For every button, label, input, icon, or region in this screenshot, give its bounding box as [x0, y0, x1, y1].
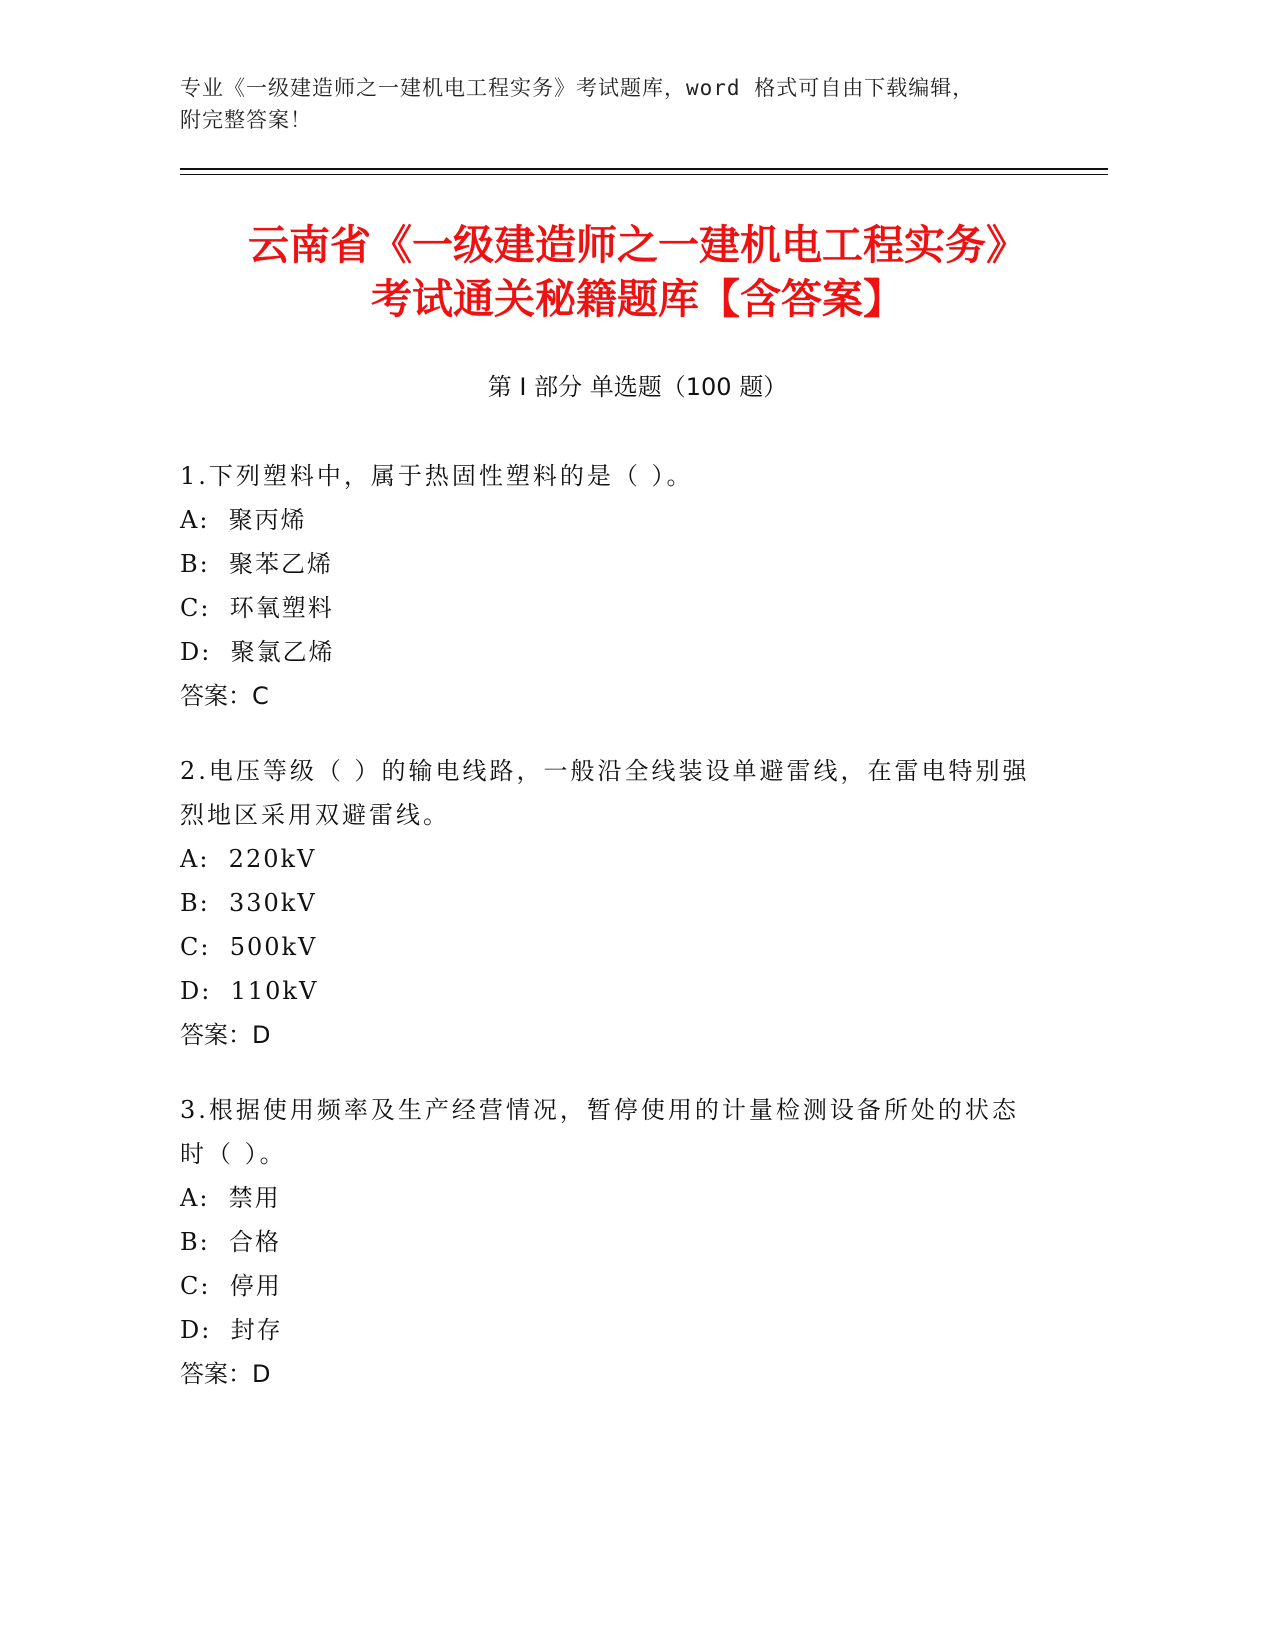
option-b: B: 330kV: [180, 889, 317, 917]
option-a: A: 聚丙烯: [180, 506, 307, 534]
answer-line: 答案：D: [180, 1021, 271, 1049]
option-b: B: 合格: [180, 1228, 281, 1256]
document-title-line-1: 云南省《一级建造师之一建机电工程实务》: [248, 221, 1027, 269]
section-heading: 第 I 部分 单选题（100 题）: [487, 373, 788, 401]
question-stem: 2.电压等级（ ）的输电线路，一般沿全线装设单避雷线，在雷电特别强烈地区采用双避雷线。: [180, 757, 1030, 829]
option-a: A: 220kV: [180, 845, 317, 873]
option-c: C: 停用: [180, 1272, 282, 1300]
option-a: A: 禁用: [180, 1184, 281, 1212]
option-d: D: 聚氯乙烯: [180, 638, 335, 666]
question-2: [180, 749, 1030, 1057]
option-d: D: 110kV: [180, 977, 319, 1005]
header-note-line-2: 附完整答案！: [180, 108, 312, 132]
document-title-line-2: 考试通关秘籍题库【含答案】: [371, 275, 904, 323]
question-list: [180, 454, 1030, 1427]
header-note: [180, 72, 1060, 136]
question-stem: 3.根据使用频率及生产经营情况，暂停使用的计量检测设备所处的状态时（ ）。: [180, 1096, 1019, 1168]
option-b: B: 聚苯乙烯: [180, 550, 333, 578]
answer-line: 答案：D: [180, 1360, 271, 1388]
option-d: D: 封存: [180, 1316, 283, 1344]
answer-line: 答案：C: [180, 682, 269, 710]
question-stem: 1.下列塑料中，属于热固性塑料的是（ ）。: [180, 462, 694, 490]
document-title: [150, 218, 1125, 326]
header-rule-thick: [180, 168, 1108, 170]
question-1: [180, 454, 1030, 718]
question-3: [180, 1088, 1030, 1396]
option-c: C: 500kV: [180, 933, 318, 961]
header-rule-thin: [180, 174, 1108, 175]
option-c: C: 环氧塑料: [180, 594, 334, 622]
header-note-line-1: 专业《一级建造师之一建机电工程实务》考试题库，word 格式可自由下载编辑，: [180, 76, 975, 100]
